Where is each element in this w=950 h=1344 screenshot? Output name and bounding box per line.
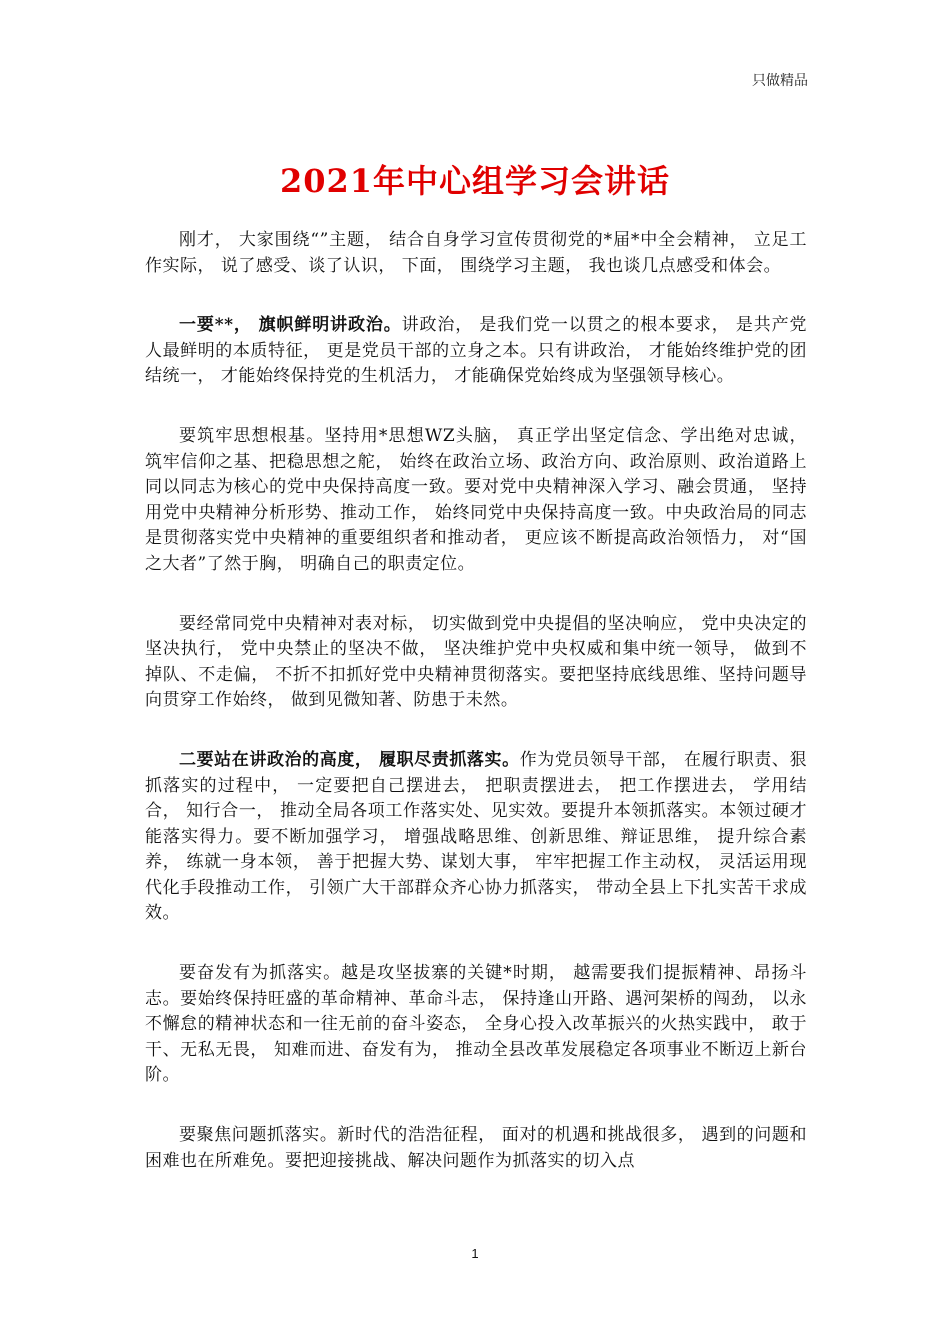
paragraph-text: 要聚焦问题抓落实。新时代的浩浩征程， 面对的机遇和挑战很多， 遇到的问题和困难也在所难免。要把迎接挑战、解决问题作为抓落实的切入点 [145,1125,807,1171]
paragraph-text: 要奋发有为抓落实。越是攻坚拔寨的关键*时期， 越需要我们提振精神、昂扬斗志。要始终保持旺盛的革命精神、革命斗志， 保持逢山开路、遇河架桥的闯劲， 以永不懈怠的精神状态和一往无前的奋斗姿态， 全身心投入改革振兴的火热实践中， 敢于干、无私无畏， 知难而进、奋发有为， 推动全县改革发展稳定各项事业不断迈上新台阶。 [145,963,807,1086]
paragraph [145,424,807,578]
paragraph [145,313,807,390]
paragraph [145,612,807,714]
paragraph [145,1123,807,1174]
paragraph-lead: 二要站在讲政治的高度， 履职尽责抓落实。 [179,749,520,770]
paragraph-text: 要经常同党中央精神对表对标， 切实做到党中央提倡的坚决响应， 党中央决定的坚决执行， 党中央禁止的坚决不做， 坚决维护党中央权威和集中统一领导， 做到不掉队、不走偏， 不折不扣抓好党中央精神贯彻落实。要把坚持底线思维、坚持问题导向贯穿工作始终， 做到见微知著、防患于未然。 [145,613,807,711]
paragraph-lead: 一要**， 旗帜鲜明讲政治。 [179,315,402,336]
paragraph [145,961,807,1089]
paragraph-text: 刚才， 大家围绕“”主题， 结合自身学习宣传贯彻党的*届*中全会精神， 立足工作实际， 说了感受、谈了认识， 下面， 围绕学习主题， 我也谈几点感受和体会。 [145,230,807,276]
paragraph-text: 要筑牢思想根基。坚持用*思想WZ头脑， 真正学出坚定信念、学出绝对忠诚， 筑牢信仰之基、把稳思想之舵， 始终在政治立场、政治方向、政治原则、政治道路上同以同志为核心的党中央保持高度一致。要对党中央精神深入学习、融会贯通， 坚持用党中央精神分析形势、推动工作， 始终同党中央保持高度一致。中央政治局的同志是贯彻落实党中央精神的重要组织者和推动者， 更应该不断提高政治领悟力， 对“国之大者”了然于胸， 明确自己的职责定位。 [145,425,808,574]
paragraph [145,228,807,279]
document-title: 2021年中心组学习会讲话 [279,162,671,200]
header-note: 只做精品 [752,73,808,89]
paragraph-text: 作为党员领导干部， 在履行职责、狠抓落实的过程中， 一定要把自己摆进去， 把职责摆进去， 把工作摆进去， 学用结合， 知行合一， 推动全局各项工作落实处、见实效。要提升本领抓落实。本领过硬才能落实得力。要不断加强学习， 增强战略思维、创新思维、辩证思维， 提升综合素养， 练就一身本领， 善于把握大势、谋划大事， 牢牢把握工作主动权， 灵活运用现代化手段推动工作， 引领广大干部群众齐心协力抓落实， 带动全县上下扎实苦干求成效。 [145,749,808,924]
paragraph [145,748,807,927]
document-body [145,228,807,1208]
page-number: 1 [471,1246,479,1261]
paragraph-text: 讲政治， 是我们党一以贯之的根本要求， 是共产党人最鲜明的本质特征， 更是党员干部的立身之本。只有讲政治， 才能始终维护党的团结统一， 才能始终保持党的生机活力， 才能确保党始终成为坚强领导核心。 [145,315,807,387]
